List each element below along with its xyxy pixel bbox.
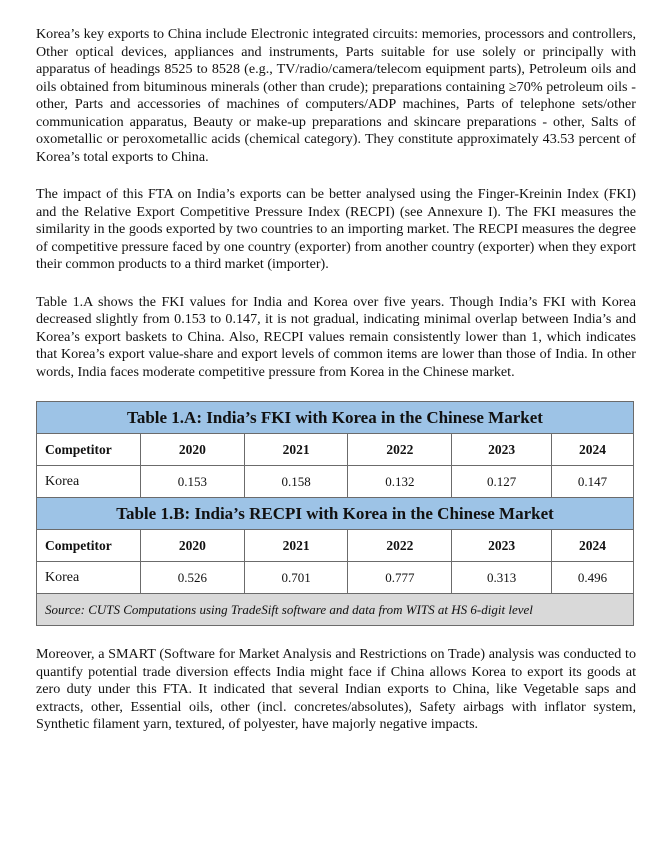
table-b-title: Table 1.B: India’s RECPI with Korea in the Chinese Market <box>37 498 634 530</box>
column-header: 2021 <box>244 434 348 466</box>
column-header: Competitor <box>37 434 141 466</box>
paragraph-smart-analysis: Moreover, a SMART (Software for Market Analysis and Restrictions on Trade) analysis was conducted to quantify potential trade diversion effects India might face if China allows Korea to export its goods at zero duty under this FTA. It indicated that several Indian exports to China, like Vegetable saps and extracts, other, Essential oils, other (incl. concretes/absolutes), Safety airbags with inflator system, Synthetic filament yarn, textured, of polyester, have majorly negative impacts. <box>36 646 636 732</box>
column-header: 2024 <box>552 530 634 562</box>
fki-recpi-table <box>36 401 634 626</box>
table-a-header-row <box>37 434 634 466</box>
table-cell: 0.313 <box>452 562 552 594</box>
table-b-title-row <box>37 498 634 530</box>
column-header: 2020 <box>140 530 244 562</box>
table-row <box>37 466 634 498</box>
table-cell: 0.158 <box>244 466 348 498</box>
table-cell: 0.701 <box>244 562 348 594</box>
table-cell: Korea <box>37 562 141 594</box>
paragraph-table-explanation: Table 1.A shows the FKI values for India and Korea over five years. Though India’s FKI with Korea decreased slightly from 0.153 to 0.147, it is not gradual, indicating minimal overlap between India’s and Korea’s export baskets to China. Also, RECPI values remain consistently lower than 1, which indicates that Korea’s export value-share and export levels of common items are lower than those of India. In other words, India faces moderate competitive pressure from Korea in the Chinese market. <box>36 293 636 380</box>
column-header: 2023 <box>452 434 552 466</box>
table-cell: 0.777 <box>348 562 452 594</box>
table-cell: 0.496 <box>552 562 634 594</box>
table-a-title-row <box>37 402 634 434</box>
column-header: 2024 <box>552 434 634 466</box>
paragraph-fta-impact: The impact of this FTA on India’s exports can be better analysed using the Finger-Kreinin Index (FKI) and the Relative Export Competitive Pressure Index (RECPI) (see Annexure I). The FKI measures the similarity in the goods exported by two countries to an importing market. The RECPI measures the degree of competitive pressure faced by one country (exporter) from another country (exporter) when they export their common products to a third market (importer). <box>36 186 636 272</box>
paragraph-korea-exports: Korea’s key exports to China include Electronic integrated circuits: memories, processors and controllers, Other optical devices, appliances and instruments, Parts suitable for use solely or principally with apparatus of headings 8525 to 8528 (e.g., TV/radio/camera/telecom equipment parts), Petroleum oils and oils obtained from bituminous minerals (other than crude); preparations containing ≥70% petroleum oils - other, Parts and accessories of machines of computers/ADP machines, Parts of telephone sets/other communication apparatus, Beauty or make-up preparations and skincare preparations - other, Salts of oxometallic or peroxometallic acids (chemical category). They constitute approximately 43.53 percent of Korea’s total exports to China. <box>36 26 636 165</box>
document-page <box>36 26 636 754</box>
table-row <box>37 562 634 594</box>
column-header: Competitor <box>37 530 141 562</box>
table-b-header-row <box>37 530 634 562</box>
column-header: 2020 <box>140 434 244 466</box>
table-cell: 0.147 <box>552 466 634 498</box>
table-cell: 0.153 <box>140 466 244 498</box>
table-cell: 0.132 <box>348 466 452 498</box>
column-header: 2021 <box>244 530 348 562</box>
table-source-row <box>37 594 634 626</box>
table-a-title: Table 1.A: India’s FKI with Korea in the Chinese Market <box>37 402 634 434</box>
table-cell: 0.526 <box>140 562 244 594</box>
table-source-note: Source: CUTS Computations using TradeSift software and data from WITS at HS 6-digit level <box>37 594 634 626</box>
column-header: 2023 <box>452 530 552 562</box>
column-header: 2022 <box>348 530 452 562</box>
table-cell: Korea <box>37 466 141 498</box>
column-header: 2022 <box>348 434 452 466</box>
table-cell: 0.127 <box>452 466 552 498</box>
